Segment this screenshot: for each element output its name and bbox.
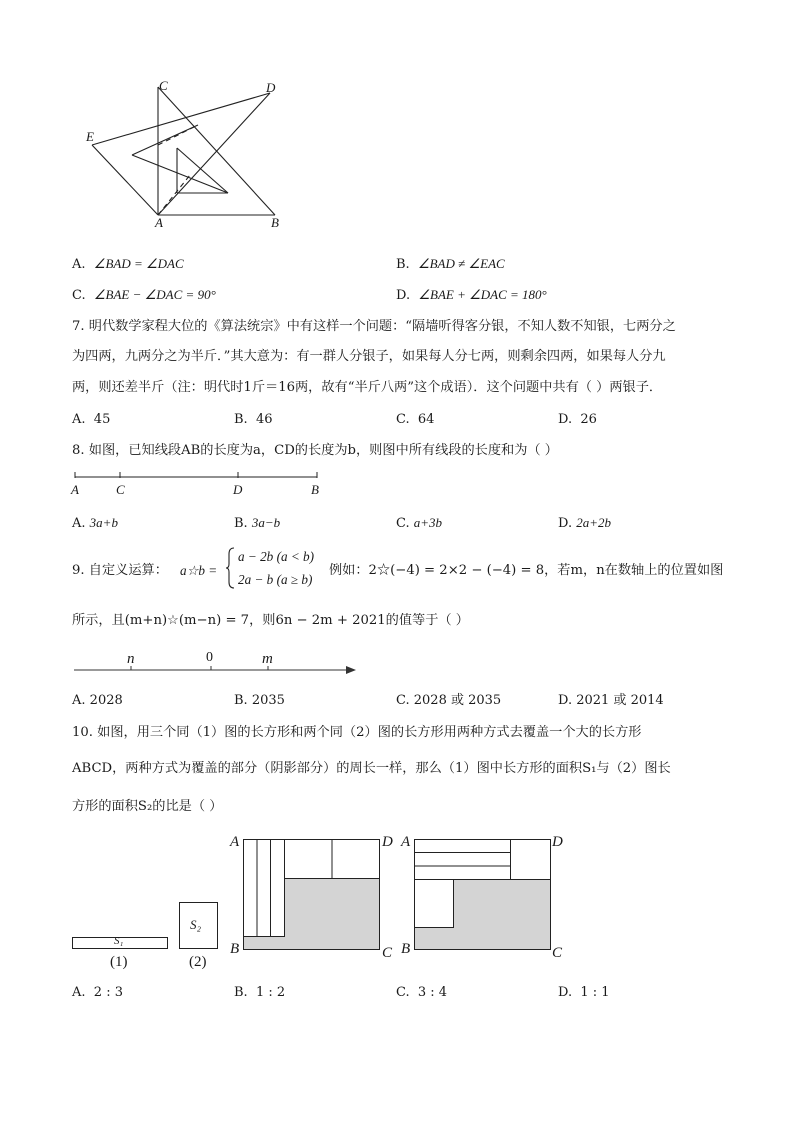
right-corner-c: C (552, 945, 563, 961)
q10-option-c[interactable]: C. 3 : 4 (396, 985, 448, 1000)
segment-label-b: B (311, 482, 319, 497)
triangles-figure (80, 75, 295, 235)
q9-line-2: 所示，且(m+n)☆(m−n) = 7，则6n − 2m + 2021的值等于（ ） (72, 613, 469, 628)
q6-option-a[interactable]: A. ∠BAD = ∠DAC (72, 256, 184, 272)
q7-option-d[interactable]: D. 26 (558, 412, 597, 427)
label-b: B (271, 215, 279, 230)
q10-option-d[interactable]: D. 1 : 1 (558, 985, 610, 1000)
label-e: E (86, 129, 94, 144)
left-corner-d: D (382, 834, 393, 850)
q7-line-3: 两，则还差半斤（注：明代时1斤＝16两，故有“半斤八两”这个成语）．这个问题中共有（ ）两银子． (72, 380, 663, 395)
axis-label-m: m (262, 651, 273, 667)
caption-2: (2) (189, 954, 207, 970)
segment-figure (70, 470, 330, 484)
right-corner-a: A (401, 834, 411, 850)
cover-figure-left (243, 839, 381, 951)
label-d: D (266, 80, 276, 95)
left-corner-a: A (230, 834, 240, 850)
q10-line-3: 方形的面积S₂的比是（ ） (72, 799, 223, 814)
q7-option-c[interactable]: C. 64 (396, 412, 435, 427)
q10-option-a[interactable]: A. 2 : 3 (72, 985, 123, 1000)
left-corner-b: B (230, 941, 240, 957)
number-line-figure (70, 660, 365, 680)
segment-label-c: C (116, 482, 125, 497)
q6-option-c[interactable]: C. ∠BAE − ∠DAC = 90° (72, 287, 216, 303)
q9-case-1: a − 2b (a < b) (238, 549, 315, 564)
q9-option-a[interactable]: A. 2028 (72, 693, 123, 708)
segment-label-a: A (71, 482, 79, 497)
q10-option-b[interactable]: B. 1 : 2 (234, 985, 286, 1000)
label-a: A (155, 215, 163, 230)
q9-option-d[interactable]: D. 2021 或 2014 (558, 693, 664, 708)
q7-option-b[interactable]: B. 46 (234, 412, 273, 427)
q9-option-b[interactable]: B. 2035 (234, 693, 285, 708)
segment-label-d: D (233, 482, 243, 497)
label-c: C (159, 78, 168, 93)
right-corner-d: D (552, 834, 563, 850)
q10-line-1: 10. 如图，用三个同（1）图的长方形和两个同（2）图的长方形用两种方式去覆盖一个大的长方形 (72, 725, 642, 740)
q9-case-2: 2a − b (a ≥ b) (238, 572, 313, 587)
q8-option-b[interactable]: B. 3a−b (234, 515, 281, 531)
q9-def-lhs: a☆b = (180, 563, 218, 578)
q9-prefix: 9. 自定义运算： (72, 563, 168, 578)
brace-icon (226, 546, 236, 590)
q8-option-c[interactable]: C. a+3b (396, 515, 443, 531)
left-corner-c: C (382, 945, 393, 961)
q7-line-2: 为四两，九两分之为半斤．”其大意为：有一群人分银子，如果每人分七两，则剩余四两，如果每人分九 (72, 349, 666, 364)
q7-option-a[interactable]: A. 45 (72, 412, 111, 427)
q6-option-d[interactable]: D. ∠BAE + ∠DAC = 180° (396, 287, 547, 303)
caption-1: (1) (110, 954, 128, 970)
cover-figure-right (414, 839, 552, 951)
q8-option-a[interactable]: A. 3a+b (72, 515, 118, 531)
rect-s1-label: S₁ (114, 935, 124, 947)
q9-option-c[interactable]: C. 2028 或 2035 (396, 693, 502, 708)
q8-line-1: 8. 如图，已知线段AB的长度为a，CD的长度为b，则图中所有线段的长度和为（ ） (72, 443, 558, 458)
axis-label-zero: 0 (206, 650, 213, 665)
axis-label-n: n (127, 651, 135, 667)
q10-line-2: ABCD，两种方式为覆盖的部分（阴影部分）的周长一样，那么（1）图中长方形的面积S₁与（2）图长 (72, 761, 671, 776)
q6-option-b[interactable]: B. ∠BAD ≠ ∠EAC (396, 256, 505, 272)
rect-s2-label: S₂ (190, 917, 202, 932)
right-corner-b: B (401, 941, 411, 957)
q9-example: 例如：2☆(−4) = 2×2 − (−4) = 8，若m，n在数轴上的位置如图 (329, 563, 724, 578)
q7-line-1: 7. 明代数学家程大位的《算法统宗》中有这样一个问题：“隔墙听得客分银，不知人数不知银，七两分之 (72, 319, 676, 334)
q8-option-d[interactable]: D. 2a+2b (558, 515, 612, 531)
